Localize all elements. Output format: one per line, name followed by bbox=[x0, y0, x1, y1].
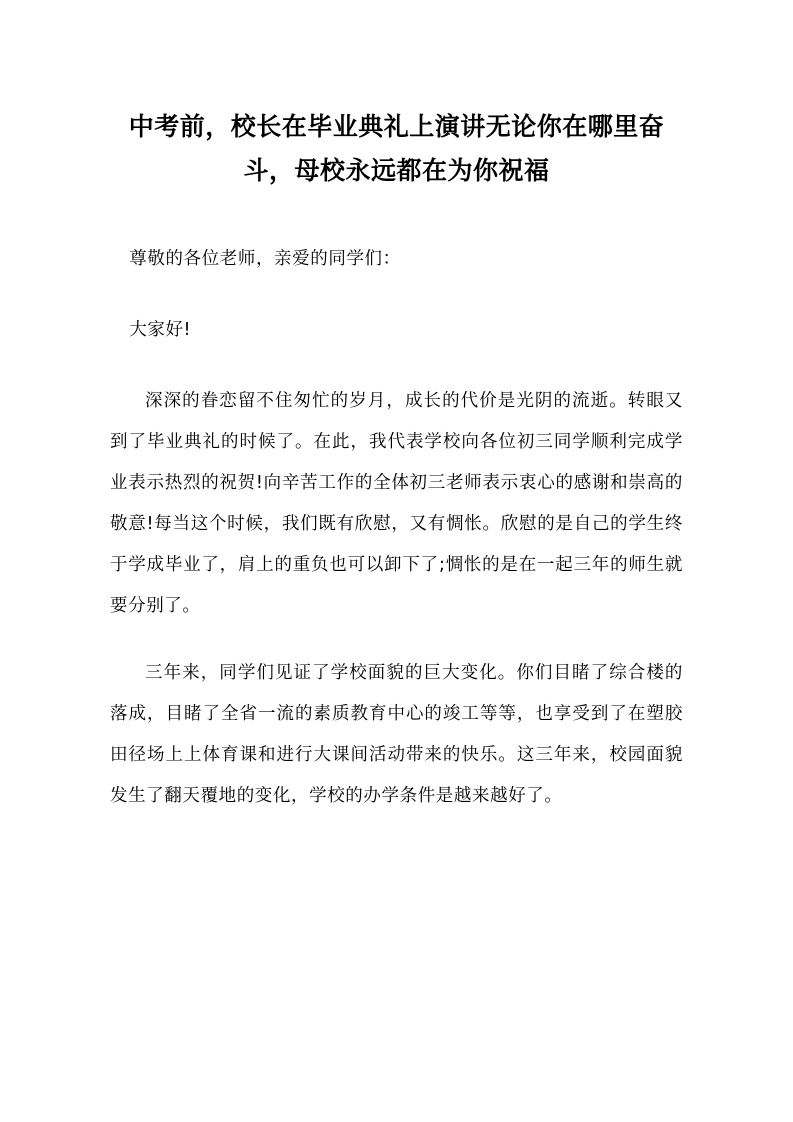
salutation-line: 尊敬的各位老师，亲爱的同学们： bbox=[129, 249, 401, 269]
document-body bbox=[110, 239, 683, 817]
body-paragraph-1: 深深的眷恋留不住匆忙的岁月，成长的代价是光阴的流逝。转眼又到了毕业典礼的时候了。在此，我代表学校向各位初三同学顺利完成学业表示热烈的祝贺!向辛苦工作的全体初三老师表示衷心的感谢和崇高的敬意!每当这个时候，我们既有欣慰，又有惆怅。欣慰的是自己的学生终于学成毕业了，肩上的重负也可以卸下了;惆怅的是在一起三年的师生就要分别了。 bbox=[110, 391, 683, 616]
body-paragraph-2: 三年来，同学们见证了学校面貌的巨大变化。你们目睹了综合楼的落成，目睹了全省一流的素质教育中心的竣工等等，也享受到了在塑胶田径场上上体育课和进行大课间活动带来的快乐。这三年来，校园面貌发生了翻天覆地的变化，学校的办学条件是越来越好了。 bbox=[110, 663, 683, 806]
greeting-line: 大家好! bbox=[129, 320, 192, 340]
page-title: 中考前，校长在毕业典礼上演讲无论你在哪里奋斗，母校永远都在为你祝福 bbox=[128, 112, 665, 185]
